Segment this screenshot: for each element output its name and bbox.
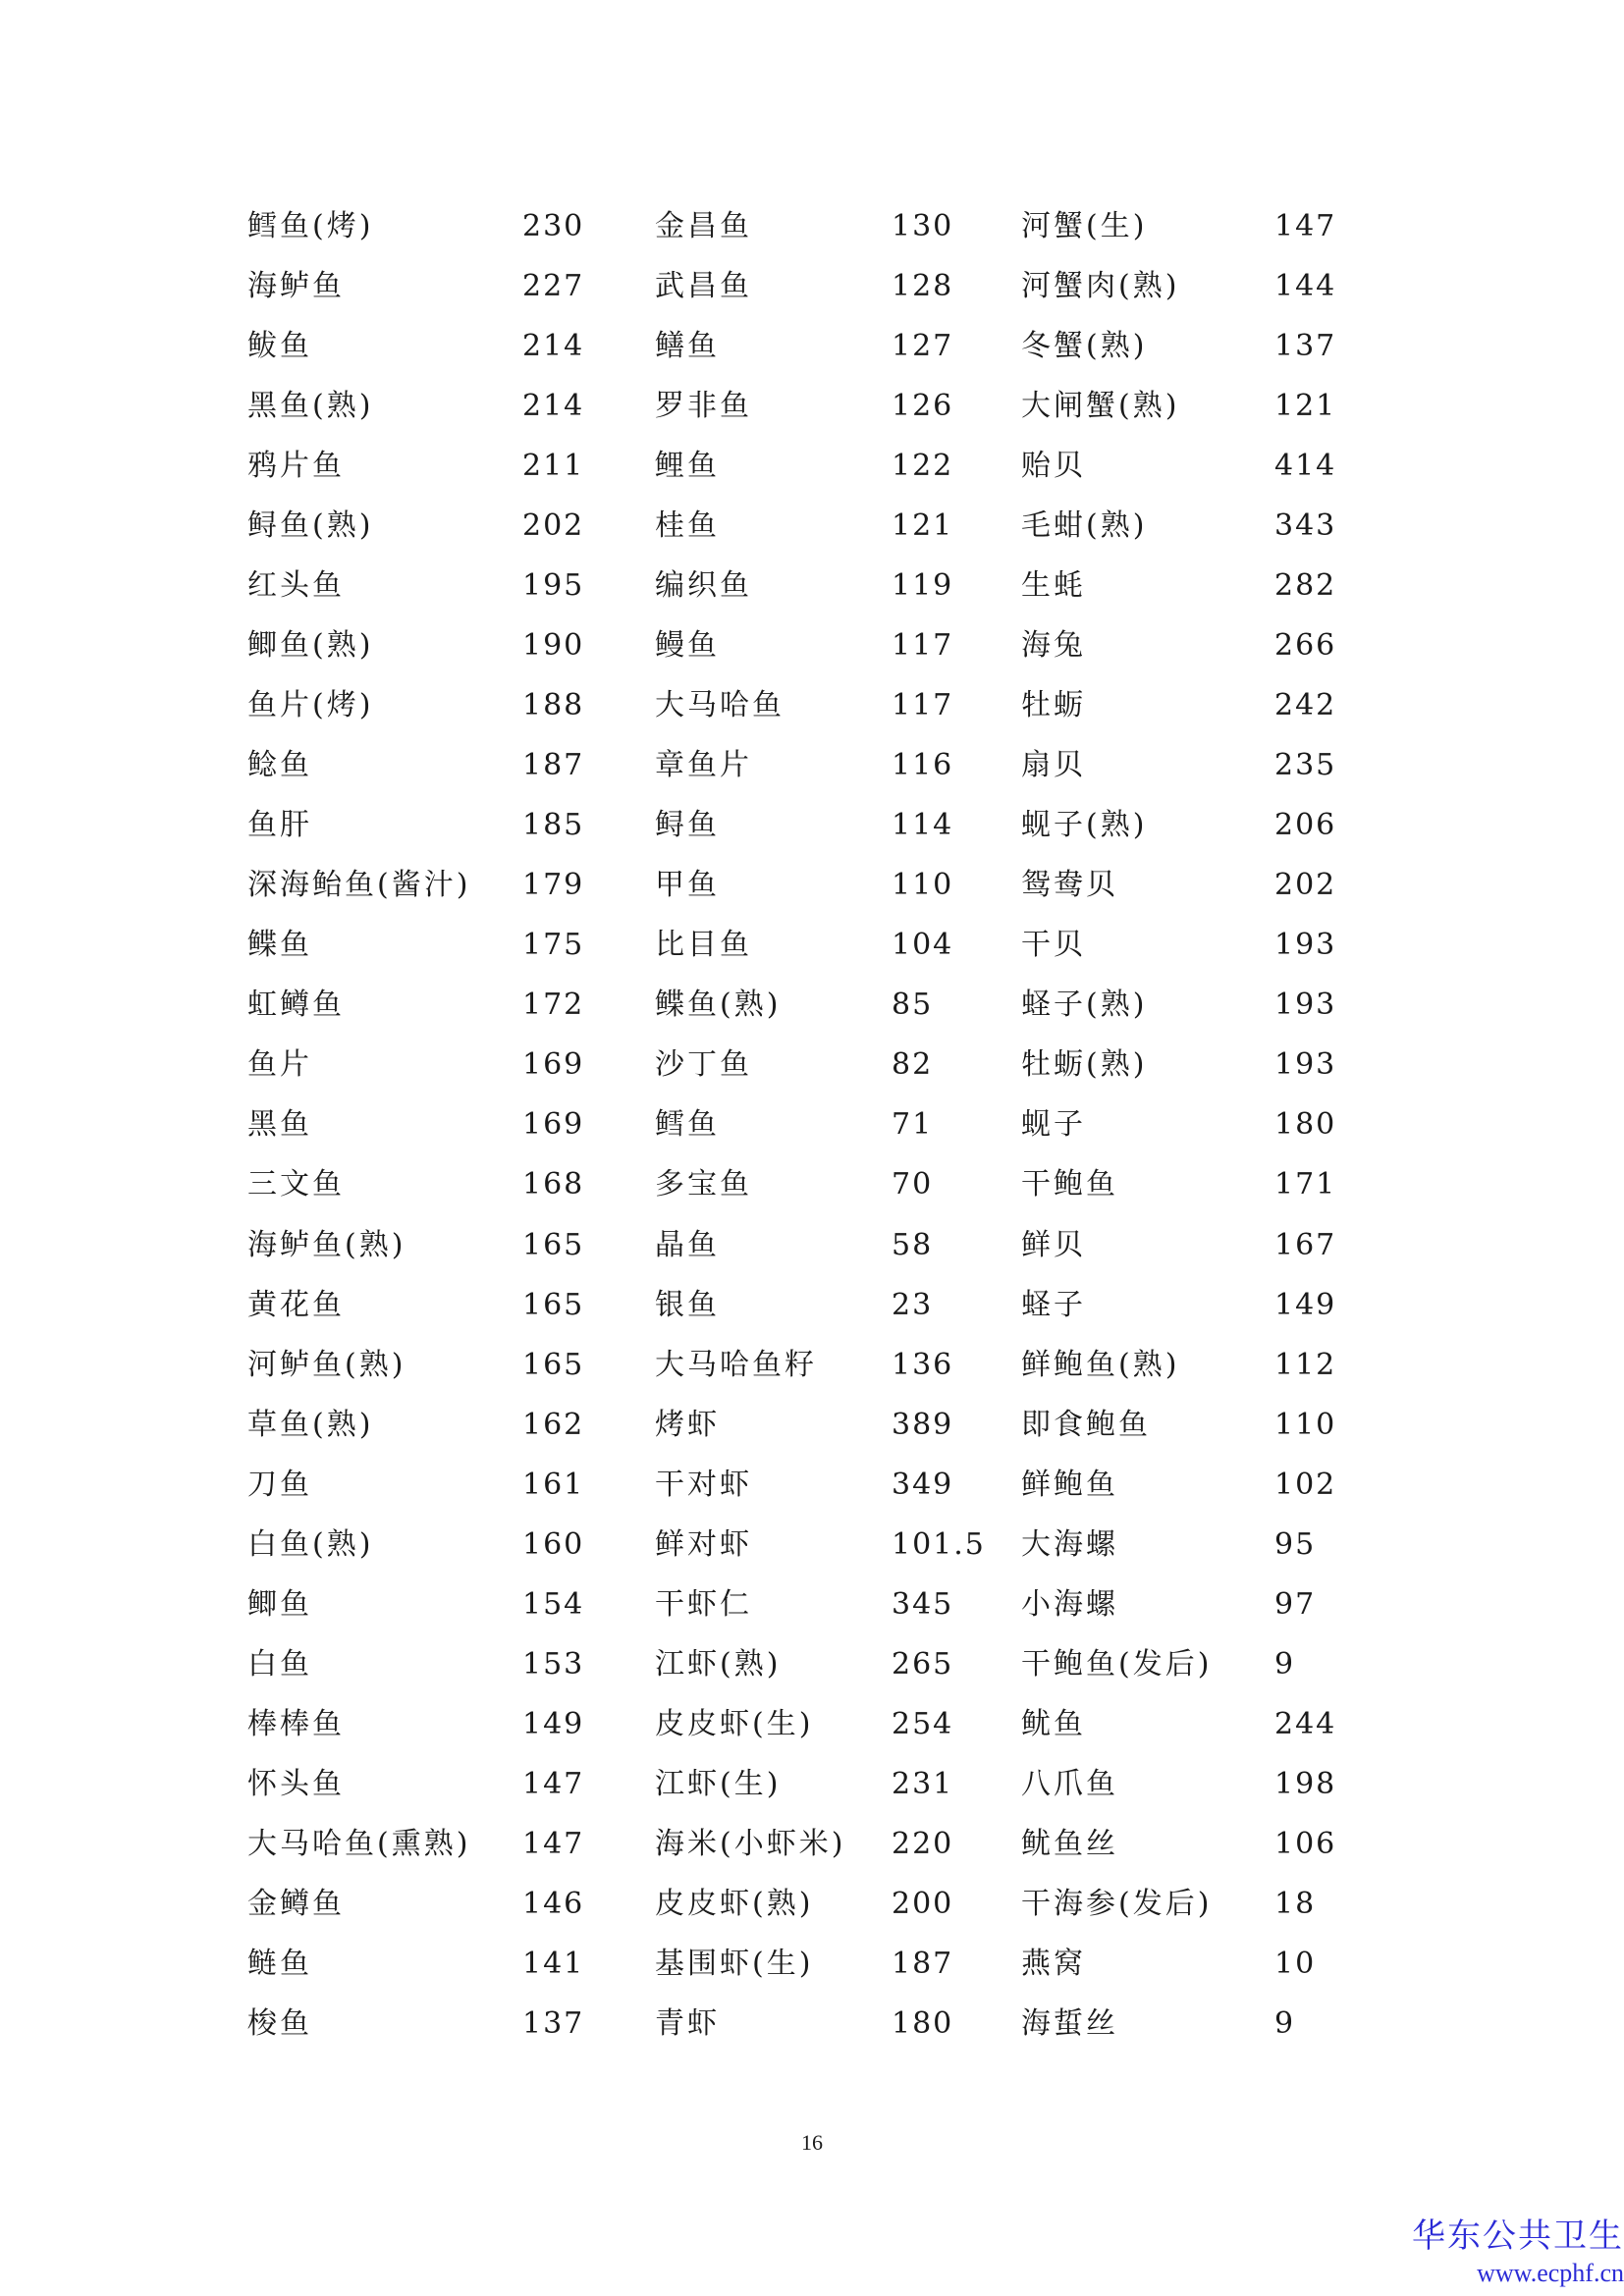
food-value-cell: 23: [892, 1287, 934, 1322]
food-name-cell: 鲢鱼: [247, 1946, 312, 1981]
food-value-cell: 70: [892, 1167, 934, 1202]
food-value-cell: 106: [1274, 1826, 1337, 1861]
food-name-cell: 皮皮虾(熟): [655, 1886, 814, 1921]
food-name-cell: 干对虾: [655, 1467, 752, 1502]
food-value-cell: 195: [522, 568, 585, 604]
table-row: [0, 556, 1624, 615]
food-name-cell: 蚬子: [1021, 1107, 1086, 1143]
food-name-cell: 黑鱼: [247, 1107, 312, 1143]
food-name-cell: 章鱼片: [655, 748, 752, 783]
table-row: [0, 196, 1624, 256]
food-value-cell: 193: [1274, 928, 1337, 963]
food-value-cell: 147: [522, 1826, 585, 1861]
table-row: [0, 1515, 1624, 1575]
food-name-cell: 鲟鱼: [655, 808, 720, 843]
food-value-cell: 202: [522, 508, 585, 544]
table-row: [0, 1575, 1624, 1634]
food-value-cell: 198: [1274, 1766, 1337, 1801]
food-value-cell: 58: [892, 1227, 934, 1262]
food-value-cell: 112: [1274, 1347, 1337, 1382]
food-name-cell: 海鲈鱼(熟): [247, 1227, 406, 1262]
food-value-cell: 116: [892, 748, 954, 783]
food-name-cell: 梭鱼: [247, 2005, 312, 2041]
food-value-cell: 180: [1274, 1107, 1337, 1143]
food-name-cell: 鲜贝: [1021, 1227, 1086, 1262]
table-row: [0, 915, 1624, 975]
food-name-cell: 白鱼: [247, 1646, 312, 1682]
food-name-cell: 鸳鸯贝: [1021, 868, 1118, 903]
food-value-cell: 185: [522, 808, 585, 843]
food-value-cell: 343: [1274, 508, 1337, 544]
food-value-cell: 345: [892, 1586, 954, 1622]
food-name-cell: 三文鱼: [247, 1167, 345, 1202]
food-value-cell: 153: [522, 1646, 585, 1682]
page-number: 16: [801, 2130, 823, 2155]
food-name-cell: 大马哈鱼: [655, 688, 785, 723]
food-value-cell: 82: [892, 1047, 934, 1083]
food-value-cell: 180: [892, 2005, 954, 2041]
food-value-cell: 130: [892, 209, 954, 243]
food-name-cell: 江虾(熟): [655, 1646, 782, 1682]
food-value-cell: 95: [1274, 1526, 1317, 1562]
food-name-cell: 生蚝: [1021, 568, 1086, 604]
food-value-cell: 265: [892, 1646, 954, 1682]
food-name-cell: 深海鲐鱼(酱汁): [247, 868, 471, 903]
food-name-cell: 小海螺: [1021, 1586, 1118, 1622]
food-name-cell: 鳝鱼: [655, 329, 720, 364]
food-name-cell: 编织鱼: [655, 568, 752, 604]
food-name-cell: 即食鲍鱼: [1021, 1407, 1151, 1442]
food-value-cell: 165: [522, 1347, 585, 1382]
food-value-cell: 242: [1274, 688, 1337, 723]
food-name-cell: 鲽鱼(熟): [655, 988, 782, 1023]
food-name-cell: 黑鱼(熟): [247, 389, 374, 424]
food-name-cell: 毛蚶(熟): [1021, 508, 1148, 544]
table-row: [0, 975, 1624, 1035]
food-value-cell: 214: [522, 329, 585, 364]
food-value-cell: 206: [1274, 808, 1337, 843]
food-value-cell: 18: [1274, 1886, 1317, 1921]
table-row: [0, 675, 1624, 735]
food-value-cell: 117: [892, 688, 954, 723]
food-name-cell: 白鱼(熟): [247, 1526, 374, 1562]
food-name-cell: 鱿鱼丝: [1021, 1826, 1118, 1861]
table-row: [0, 1754, 1624, 1814]
food-value-cell: 165: [522, 1227, 585, 1262]
food-name-cell: 海蜇丝: [1021, 2005, 1118, 2041]
food-value-cell: 114: [892, 808, 954, 843]
food-value-cell: 202: [1274, 868, 1337, 903]
food-name-cell: 比目鱼: [655, 928, 752, 963]
food-value-cell: 137: [1274, 329, 1337, 364]
food-value-cell: 171: [1274, 1167, 1337, 1202]
food-name-cell: 鳕鱼(烤): [247, 209, 374, 243]
food-value-cell: 227: [522, 269, 585, 304]
table-row: [0, 436, 1624, 496]
food-value-cell: 235: [1274, 748, 1337, 783]
food-value-cell: 144: [1274, 269, 1337, 304]
food-value-cell: 9: [1274, 2005, 1296, 2041]
table-row: [0, 1694, 1624, 1754]
food-name-cell: 鲜鲍鱼(熟): [1021, 1347, 1180, 1382]
food-name-cell: 红头鱼: [247, 568, 345, 604]
food-name-cell: 晶鱼: [655, 1227, 720, 1262]
food-value-cell: 149: [1274, 1287, 1337, 1322]
food-value-cell: 137: [522, 2005, 585, 2041]
food-value-cell: 110: [1274, 1407, 1337, 1442]
table-row: [0, 1934, 1624, 1994]
food-value-cell: 200: [892, 1886, 954, 1921]
watermark-site-url: www.ecphf.cn: [1477, 2259, 1624, 2287]
food-name-cell: 鱼肝: [247, 808, 312, 843]
food-value-cell: 149: [522, 1706, 585, 1741]
food-name-cell: 大马哈鱼籽: [655, 1347, 817, 1382]
food-name-cell: 大马哈鱼(熏熟): [247, 1826, 471, 1861]
table-row: [0, 1154, 1624, 1214]
food-value-cell: 220: [892, 1826, 954, 1861]
food-name-cell: 虹鳟鱼: [247, 988, 345, 1023]
watermark-site-name: 华东公共卫生: [1412, 2216, 1624, 2256]
food-name-cell: 鱼片: [247, 1047, 312, 1083]
food-value-cell: 102: [1274, 1467, 1337, 1502]
table-row: [0, 1634, 1624, 1694]
food-value-cell: 169: [522, 1047, 585, 1083]
food-name-cell: 蚬子(熟): [1021, 808, 1148, 843]
food-name-cell: 冬蟹(熟): [1021, 329, 1148, 364]
site-watermark: [1398, 2216, 1624, 2291]
food-value-cell: 167: [1274, 1227, 1337, 1262]
food-name-cell: 鲫鱼(熟): [247, 628, 374, 664]
food-name-cell: 皮皮虾(生): [655, 1706, 814, 1741]
food-name-cell: 干鲍鱼(发后): [1021, 1646, 1213, 1682]
food-name-cell: 怀头鱼: [247, 1766, 345, 1801]
food-value-cell: 119: [892, 568, 954, 604]
food-name-cell: 武昌鱼: [655, 269, 752, 304]
table-row: [0, 496, 1624, 556]
food-value-cell: 71: [892, 1107, 934, 1143]
food-value-cell: 179: [522, 868, 585, 903]
food-value-cell: 160: [522, 1526, 585, 1562]
food-name-cell: 黄花鱼: [247, 1287, 345, 1322]
food-value-cell: 187: [522, 748, 585, 783]
food-value-cell: 214: [522, 389, 585, 424]
food-value-cell: 188: [522, 688, 585, 723]
food-value-cell: 175: [522, 928, 585, 963]
food-name-cell: 鲫鱼: [247, 1586, 312, 1622]
food-name-cell: 鸦片鱼: [247, 449, 345, 484]
food-name-cell: 鲤鱼: [655, 449, 720, 484]
food-value-cell: 172: [522, 988, 585, 1023]
table-row: [0, 855, 1624, 915]
food-name-cell: 鳕鱼: [655, 1107, 720, 1143]
table-row: [0, 1814, 1624, 1874]
food-value-cell: 121: [892, 508, 954, 544]
food-value-cell: 254: [892, 1706, 954, 1741]
food-name-cell: 沙丁鱼: [655, 1047, 752, 1083]
table-row: [0, 1874, 1624, 1934]
food-name-cell: 鲶鱼: [247, 748, 312, 783]
food-value-cell: 165: [522, 1287, 585, 1322]
food-value-cell: 389: [892, 1407, 954, 1442]
food-name-cell: 银鱼: [655, 1287, 720, 1322]
food-name-cell: 基围虾(生): [655, 1946, 814, 1981]
food-value-cell: 230: [522, 209, 585, 243]
food-value-cell: 141: [522, 1946, 585, 1981]
food-value-cell: 168: [522, 1167, 585, 1202]
food-value-cell: 110: [892, 868, 954, 903]
food-value-cell: 97: [1274, 1586, 1317, 1622]
food-value-cell: 128: [892, 269, 954, 304]
food-name-cell: 牡蛎(熟): [1021, 1047, 1148, 1083]
food-name-cell: 鱿鱼: [1021, 1706, 1086, 1741]
food-name-cell: 金鳟鱼: [247, 1886, 345, 1921]
food-value-cell: 169: [522, 1107, 585, 1143]
table-row: [0, 316, 1624, 376]
food-name-cell: 江虾(生): [655, 1766, 782, 1801]
food-value-cell: 126: [892, 389, 954, 424]
table-row: [0, 1455, 1624, 1515]
food-value-cell: 101.5: [892, 1526, 986, 1562]
food-name-cell: 蛏子: [1021, 1287, 1086, 1322]
food-name-cell: 鲜对虾: [655, 1526, 752, 1562]
food-value-cell: 349: [892, 1467, 954, 1502]
food-name-cell: 烤虾: [655, 1407, 720, 1442]
table-row: [0, 256, 1624, 316]
food-name-cell: 多宝鱼: [655, 1167, 752, 1202]
food-name-cell: 河鲈鱼(熟): [247, 1347, 406, 1382]
food-name-cell: 鱼片(烤): [247, 688, 374, 723]
food-name-cell: 金昌鱼: [655, 209, 752, 243]
food-name-cell: 干虾仁: [655, 1586, 752, 1622]
food-name-cell: 大闸蟹(熟): [1021, 389, 1180, 424]
table-row: [0, 1335, 1624, 1395]
food-value-cell: 193: [1274, 988, 1337, 1023]
food-name-cell: 鲜鲍鱼: [1021, 1467, 1118, 1502]
food-name-cell: 河蟹(生): [1021, 209, 1148, 243]
table-row: [0, 1275, 1624, 1335]
food-name-cell: 鳗鱼: [655, 628, 720, 664]
food-value-cell: 147: [1274, 209, 1337, 243]
food-value-cell: 146: [522, 1886, 585, 1921]
food-value-cell: 211: [522, 449, 585, 484]
table-row: [0, 1395, 1624, 1455]
food-value-cell: 162: [522, 1407, 585, 1442]
food-value-cell: 85: [892, 988, 934, 1023]
food-name-cell: 干海参(发后): [1021, 1886, 1213, 1921]
table-row: [0, 1994, 1624, 2054]
food-name-cell: 海鲈鱼: [247, 269, 345, 304]
food-name-cell: 棒棒鱼: [247, 1706, 345, 1741]
food-value-cell: 282: [1274, 568, 1337, 604]
food-value-cell: 122: [892, 449, 954, 484]
food-value-cell: 127: [892, 329, 954, 364]
food-value-cell: 190: [522, 628, 585, 664]
food-name-cell: 桂鱼: [655, 508, 720, 544]
food-value-cell: 104: [892, 928, 954, 963]
food-name-cell: 八爪鱼: [1021, 1766, 1118, 1801]
food-value-cell: 193: [1274, 1047, 1337, 1083]
food-name-cell: 大海螺: [1021, 1526, 1118, 1562]
food-name-cell: 海米(小虾米): [655, 1826, 846, 1861]
table-row: [0, 795, 1624, 855]
food-name-cell: 蛏子(熟): [1021, 988, 1148, 1023]
food-name-cell: 贻贝: [1021, 449, 1086, 484]
food-name-cell: 干贝: [1021, 928, 1086, 963]
table-row: [0, 1215, 1624, 1275]
food-name-cell: 鲽鱼: [247, 928, 312, 963]
food-name-cell: 扇贝: [1021, 748, 1086, 783]
food-name-cell: 青虾: [655, 2005, 720, 2041]
food-value-cell: 231: [892, 1766, 954, 1801]
food-value-cell: 266: [1274, 628, 1337, 664]
food-value-cell: 117: [892, 628, 954, 664]
food-value-cell: 414: [1274, 449, 1337, 484]
food-name-cell: 河蟹肉(熟): [1021, 269, 1180, 304]
food-name-cell: 草鱼(熟): [247, 1407, 374, 1442]
food-value-cell: 187: [892, 1946, 954, 1981]
food-value-cell: 244: [1274, 1706, 1337, 1741]
food-value-cell: 9: [1274, 1646, 1296, 1682]
food-name-cell: 燕窝: [1021, 1946, 1086, 1981]
table-row: [0, 1095, 1624, 1154]
food-value-cell: 154: [522, 1586, 585, 1622]
food-name-cell: 刀鱼: [247, 1467, 312, 1502]
food-name-cell: 鲟鱼(熟): [247, 508, 374, 544]
food-name-cell: 干鲍鱼: [1021, 1167, 1118, 1202]
food-name-cell: 罗非鱼: [655, 389, 752, 424]
table-row: [0, 615, 1624, 675]
food-value-cell: 121: [1274, 389, 1337, 424]
food-name-cell: 甲鱼: [655, 868, 720, 903]
food-name-cell: 鲅鱼: [247, 329, 312, 364]
table-row: [0, 1035, 1624, 1095]
food-name-cell: 海兔: [1021, 628, 1086, 664]
food-value-cell: 147: [522, 1766, 585, 1801]
food-value-cell: 161: [522, 1467, 585, 1502]
table-row: [0, 735, 1624, 795]
food-name-cell: 牡蛎: [1021, 688, 1086, 723]
table-row: [0, 376, 1624, 436]
food-value-cell: 136: [892, 1347, 954, 1382]
food-value-cell: 10: [1274, 1946, 1317, 1981]
